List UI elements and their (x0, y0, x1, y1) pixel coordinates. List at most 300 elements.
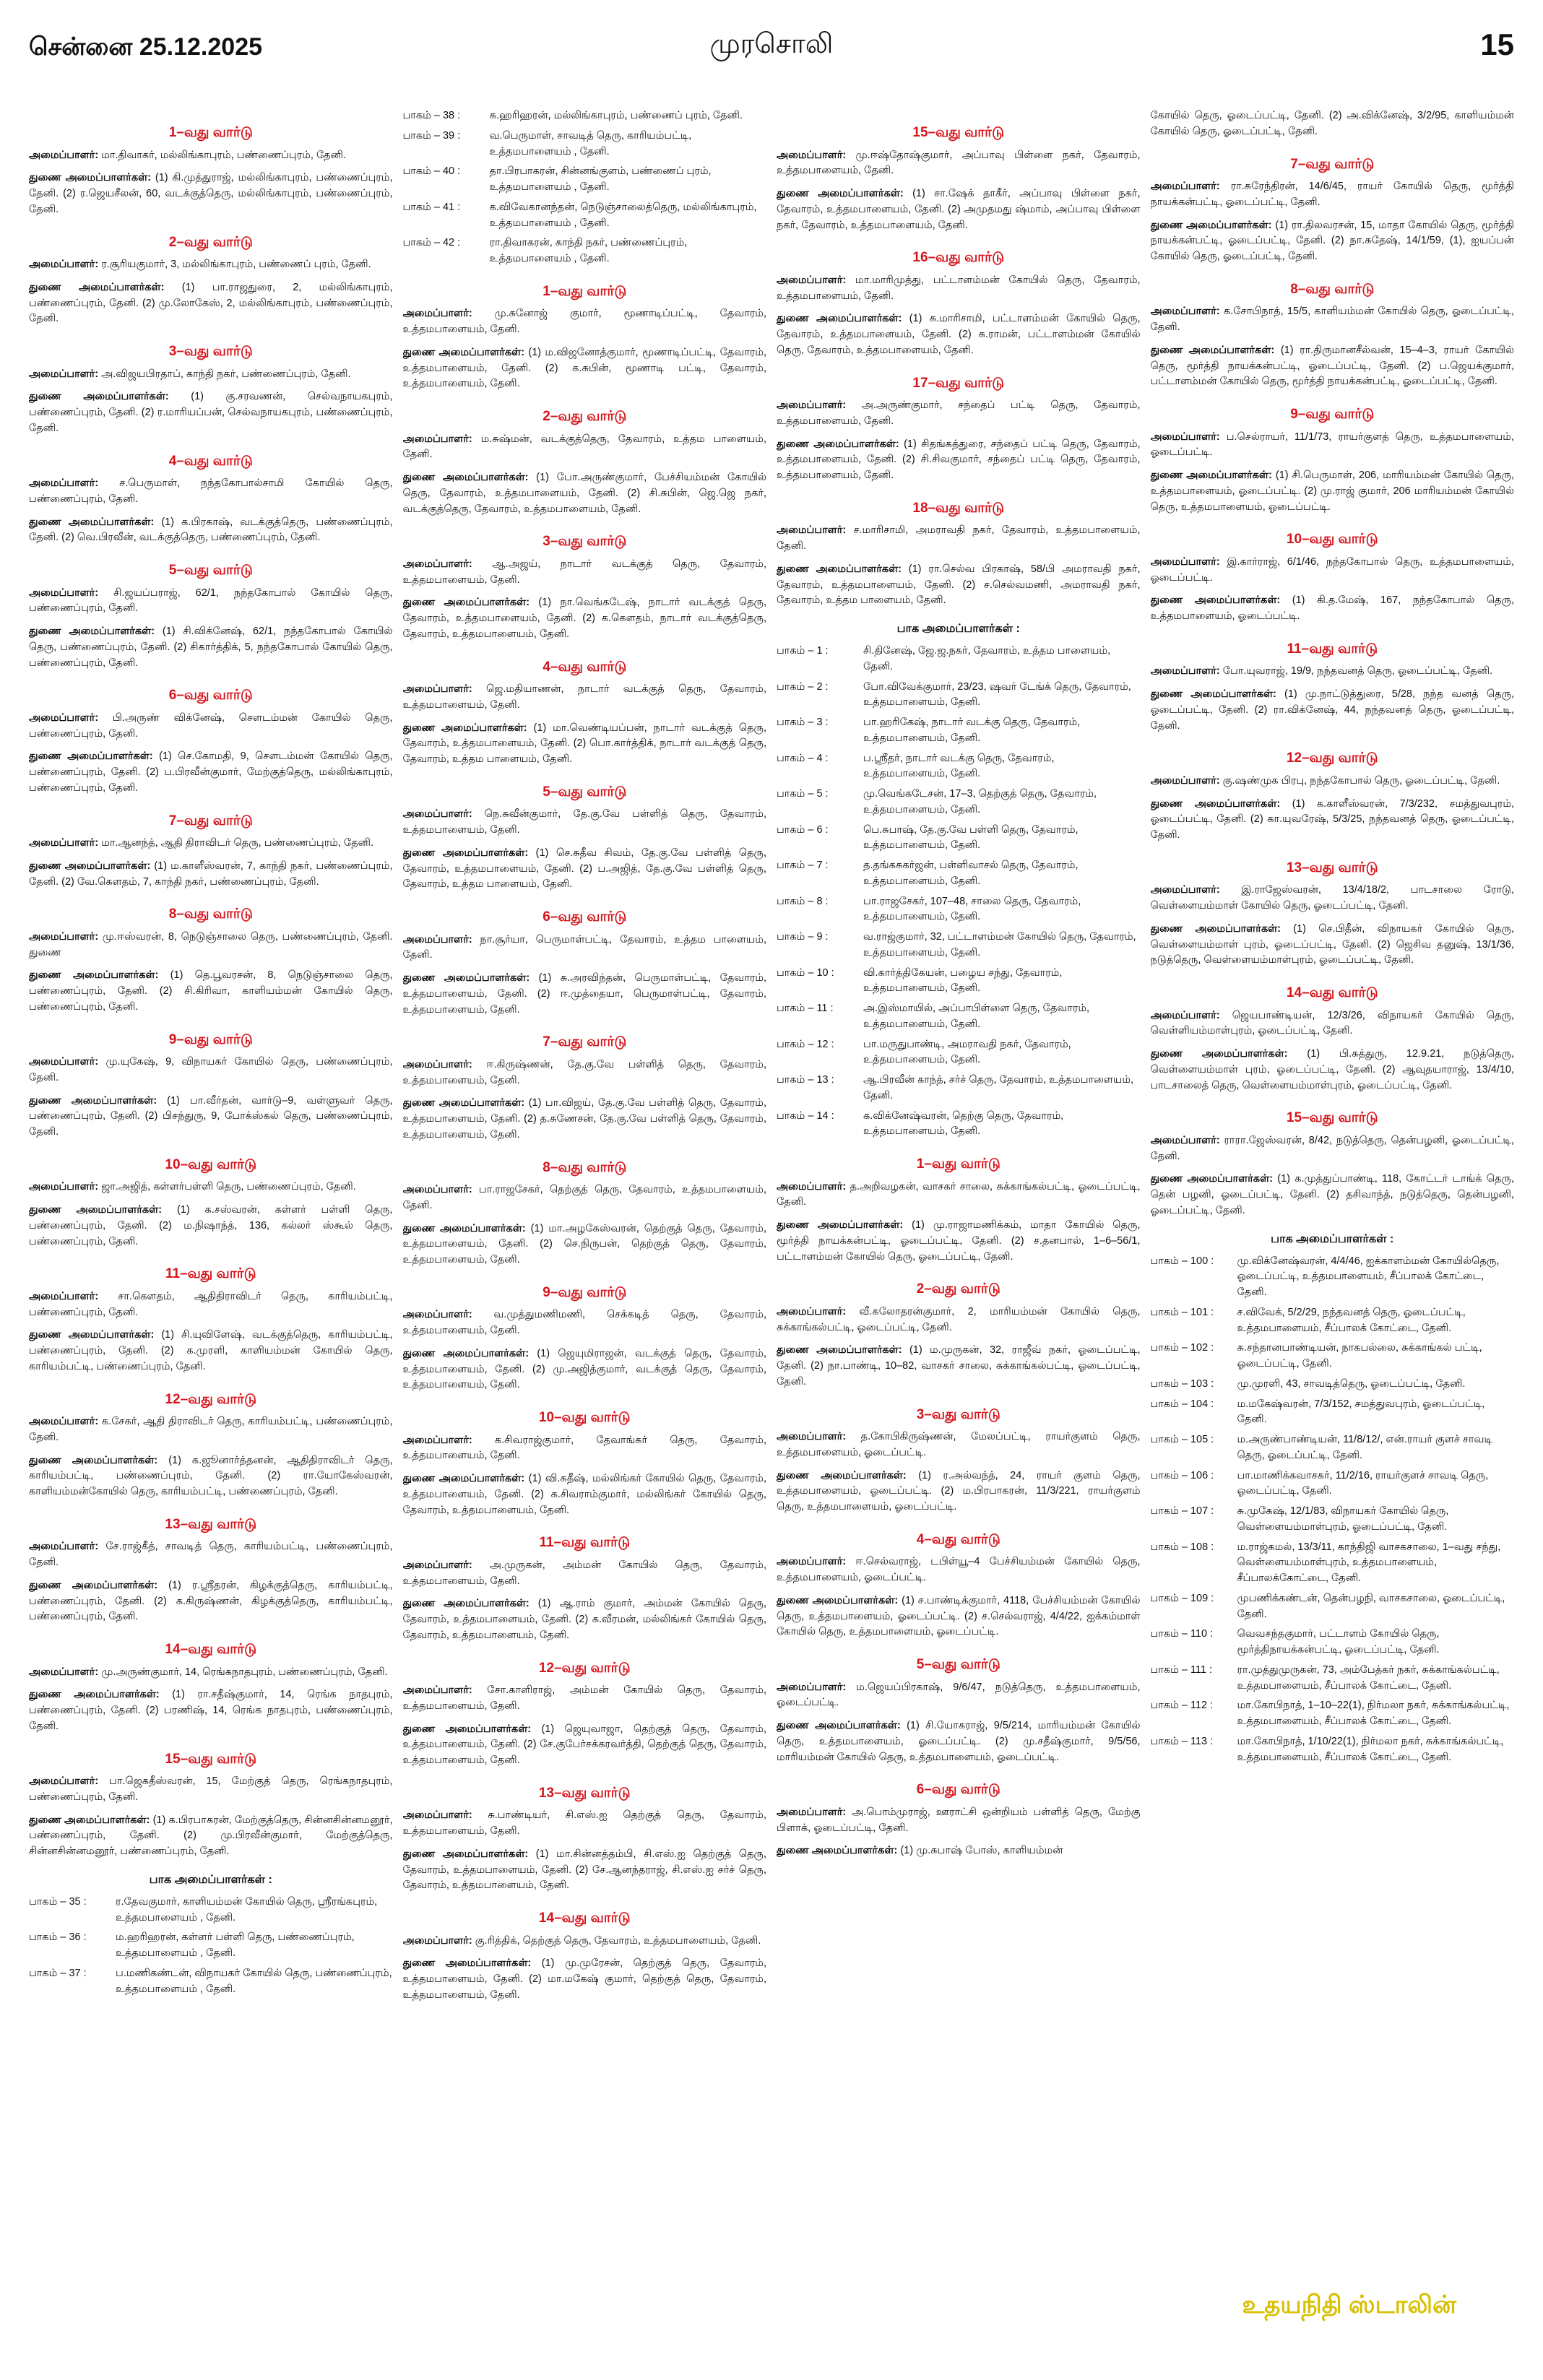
ward-number: 10 (538, 1410, 555, 1425)
organizer-entry (777, 148, 1141, 180)
deputies-entry (29, 749, 393, 796)
deputies-text: (1) ஜெயுமிராஜன், வடக்குத் தெரு, தேவாரம், உத்தமபாளையம், தேனி. (2) மு.அஜித்குமார், வடக்குத் தெரு, தேவாரம், உத்தமபாளையம், தேனி. (402, 1347, 766, 1391)
organizer-label: அமைப்பாளர்: (777, 1556, 847, 1568)
ward-heading (403, 407, 767, 428)
organizer-entry (403, 1558, 767, 1590)
ward-heading (777, 1279, 1141, 1300)
deputies-text: (1) சு.மாரிசாமி, பட்டாளம்மன் கோயில் தெரு, தேவாரம், உத்தமபாளையம், தேனி. (2) சு.ராமன், பட்டாளம்மன் கோயில் தெரு, தேவாரம், உத்தமபாளையம், தேனி. (777, 313, 1141, 356)
deputies-text: (1) மு.நாட்டுத்துரை, 5/28, நந்த வனத் தெரு, ஓடைப்பட்டி, தேனி. (2) ரா.விக்னேஷ், 44, நந்தவனத் தெரு, ஓடைப்பட்டி, தேனி. (1150, 688, 1514, 732)
ward-heading (777, 1154, 1141, 1175)
ward-suffix: –வது வார்டு (176, 1031, 253, 1047)
organizer-text: க.சிவராஜ்குமார், தேவாங்கர் தெரு, தேவாரம், உத்தமபாளையம், தேனி. (402, 1434, 766, 1462)
organizer-entry (1151, 1008, 1515, 1040)
deputies-entry (777, 1468, 1141, 1515)
deputies-text: (1) ரா.செல்வ பிரகாஷ், 58/பி அமராவதி நகர், தேவாரம், உத்தமபாளையம், தேனி. (2) ச.செல்வமணி, அமராவதி நகர், தேவாரம், உத்தம பாளையம், தேனி. (777, 563, 1141, 607)
part-id: பாகம் – 107 : (1150, 1505, 1214, 1517)
part-prefix: பாகம் – (777, 1074, 814, 1086)
part-id: பாகம் – 36 : (29, 1931, 87, 1944)
part-value: ஆ.பிரவீன் காந்த், சர்ச் தெரு, தேவாரம், உத்தமபாளையம், தேனி. (863, 1074, 1134, 1102)
deputies-text: (1) ரா.திலவரசன், 15, மாதா கோயில் தெரு, மூர்த்தி நாயக்கன்பட்டி, ஓடைப்பட்டி, தேனி. (2) நா.சுதேஷ், 14/1/59, (1), ஐயப்பன் கோயில் தெரு, ஓடைப்பட்டி, தேனி. (1150, 219, 1514, 262)
part-number: 109 (1190, 1592, 1209, 1604)
part-id: பாகம் – 106 : (1150, 1469, 1214, 1481)
part-row (1151, 1663, 1515, 1695)
ward-heading (403, 1032, 767, 1053)
organizer-label: அமைப்பாளர்: (402, 1559, 472, 1571)
ward-number: 15 (165, 1751, 181, 1767)
organizer-label: அமைப்பாளர்: (402, 433, 472, 445)
organizer-entry (403, 1307, 767, 1339)
part-prefix: பாகம் – (1150, 1469, 1188, 1481)
ward-heading (403, 1283, 767, 1304)
part-row (777, 1037, 1141, 1069)
organizer-entry (777, 1680, 1141, 1712)
organizer-text: நெ.சுவீன்குமார், தே.கு.வே பள்ளித் தெரு, தேவாரம், உத்தமபாளையம், தேனி. (402, 808, 766, 836)
part-id: பாகம் – 5 : (777, 788, 829, 800)
ward-number: 13 (1286, 860, 1302, 875)
part-prefix: பாகம் – (1150, 1700, 1188, 1712)
ward-suffix: –வது வார்டு (550, 1159, 627, 1175)
deputies-label: துணை அமைப்பாளர்கள்: (29, 281, 165, 293)
deputies-text: (1) பி.சுத்துரு, 12.9.21, நடுத்தெரு, வெள்ளையம்மாள் புரம், ஓடைப்பட்டி, தேனி. (2) ஆவுதயாராஜ், 13/4/10, பாடசாலைத் தெரு, வெள்ளையம்மாள்புரம், ஓடைப்பட்டி, தேனி. (1150, 1048, 1514, 1091)
organizer-entry (1151, 774, 1515, 789)
part-id: பாகம் – 100 : (1150, 1255, 1214, 1267)
part-number: 14 (816, 1109, 829, 1122)
ward-suffix: –வது வார்டு (924, 1657, 1000, 1672)
part-value: ர.தேவகுமார், காளியம்மன் கோயில் தெரு, ஸ்ரீரங்கபுரம், உத்தமபாளையம் , தேனி. (116, 1895, 378, 1924)
ward-number: 12 (1286, 750, 1302, 766)
ward-heading (403, 907, 767, 928)
ward-number: 1 (168, 125, 177, 140)
organizer-label: அமைப்பாளர்: (1150, 665, 1220, 678)
part-id: பாகம் – 4 : (777, 752, 829, 764)
deputies-text: (1) வி.சுதீஷ், மல்லிங்கர் கோயில் தெரு, தேவாரம், உத்தமபாளையம், தேனி. (2) க.சிவராம்குமார், மல்லிங்கர் கோயில் தெரு, தேவாரம், உத்தமபாளையம், தேனி. (402, 1473, 766, 1516)
part-value: மு.வெங்கடேசன், 17–3, தெற்குத் தெரு, தேவாரம், உத்தமபாளையம், தேனி. (863, 788, 1097, 815)
organizer-label: அமைப்பாளர்: (777, 274, 847, 286)
organizer-text: ஜெ.மதியாணன், நாடார் வடக்குத் தெரு, தேவாரம், உத்தமபாளையம், தேனி. (402, 683, 766, 711)
part-prefix: பாகம் – (777, 823, 814, 836)
deputies-entry (1151, 1047, 1515, 1094)
organizer-label: அமைப்பாளர்: (777, 1180, 847, 1193)
deputies-entry (29, 389, 393, 436)
deputies-entry (777, 311, 1141, 358)
part-id: பாகம் – 39 : (402, 129, 461, 142)
organizer-label: அமைப்பாளர்: (1150, 555, 1220, 568)
organizer-text: மு.யுகேஷ், 9, விநாயகர் கோயில் தெரு, பண்ணைப்புரம், தேனி. (29, 1056, 393, 1083)
ward-heading (29, 233, 393, 254)
organizer-text: சி.ஜயப்பராஜ், 62/1, நந்தகோபால் கோயில் தெரு, பண்ணைப்புரம், தேனி. (29, 587, 393, 615)
deputies-text: (1) ச.பாண்டிக்குமார், 4118, பேச்சியம்மன் கோயில் தெரு, உத்தமபாளையம், ஓடைப்பட்டி. (2) ச.செல்வராஜ், 4/4/22, ஐக்கம்மாள் கோயில் தெரு, உத்தமபாளையம், ஓடைப்பட்டி. (777, 1594, 1141, 1638)
ward-suffix: –வது வார்டு (176, 906, 253, 922)
organizer-entry (1151, 883, 1515, 914)
part-number: 12 (816, 1038, 829, 1050)
deputies-text: (1) ம.முருகன், 32, ராஜீவ் நகர், ஓடைப்பட்டி, தேனி. (2) நா.பாண்டி, 10–82, வாசகர் சாலை, சுக்காங்கல்பட்டி, ஓடைப்பட்டி, தேனி. (777, 1344, 1141, 1388)
part-row (777, 1109, 1141, 1141)
ward-heading (1151, 983, 1515, 1004)
deputies-label: துணை அமைப்பாளர்கள்: (29, 1329, 155, 1341)
part-value: வ.பெருமாள், சாவடித் தெரு, காரியம்பட்டி, உத்தமபாளையம் , தேனி. (489, 129, 692, 157)
part-prefix: பாகம் – (402, 110, 440, 121)
part-id: பாகம் – 104 : (1150, 1398, 1214, 1410)
ward-number: 6 (168, 688, 177, 704)
deputies-label: துணை அமைப்பாளர்கள்: (777, 1469, 907, 1481)
deputies-entry (1151, 468, 1515, 515)
column-1 (29, 108, 393, 2355)
ward-suffix: –வது வார்டு (550, 1284, 627, 1300)
part-row (1151, 1341, 1515, 1372)
deputies-entry (403, 345, 767, 392)
ward-suffix: –வது வார்டு (1297, 281, 1375, 297)
deputies-entry (1151, 687, 1515, 734)
part-value: ப.மணிகண்டன், விநாயகர் கோயில் தெரு, பண்ணைப்புரம், உத்தமபாளையம் , தேனி. (116, 1967, 392, 1995)
organizer-text: நா.சூர்யா, பெருமாள்பட்டி, தேவாரம், உத்தம பாளையம், தேனி. (402, 933, 766, 961)
deputies-text: (1) செ.சுதீவ சிவம், தே.கு.வே பள்ளித் தெரு, தேவாரம், உத்தமபாளையம், தேனி. (2) ப.அஜித், தே.கு.வே பள்ளித் தெரு, தேவாரம், உத்தம பாளையம், தேனி. (402, 847, 766, 891)
part-id: பாகம் – 105 : (1150, 1434, 1214, 1445)
column-3 (777, 108, 1141, 2355)
part-row (403, 164, 767, 196)
part-row (777, 894, 1141, 926)
deputies-text: (1) சு.அரவிந்தன், பெருமாள்பட்டி, தேவாரம், உத்தமபாளையம், தேனி. (2) ஈ.முத்தையா, பெருமாள்பட்டி, தேவாரம், உத்தமபாளையம், தேனி. (402, 972, 766, 1016)
ward-number: 14 (538, 1911, 555, 1926)
organizer-entry (29, 930, 393, 961)
deputies-label: துணை அமைப்பாளர்கள்: (29, 516, 155, 528)
part-prefix: பாகம் – (1150, 1663, 1188, 1676)
ward-heading (403, 1908, 767, 1929)
part-row (777, 966, 1141, 998)
part-row (1151, 1591, 1515, 1623)
organizer-label: அமைப்பாளர்: (29, 711, 99, 724)
part-number: 40 (442, 165, 455, 178)
part-number: 108 (1190, 1541, 1209, 1553)
part-number: 37 (69, 1967, 81, 1979)
deputies-entry (777, 186, 1141, 233)
ward-number: 2 (543, 409, 550, 424)
ward-suffix: –வது வார்டு (180, 1266, 256, 1282)
part-number: 39 (442, 129, 455, 142)
deputies-label: துணை அமைப்பாளர்கள்: (29, 1579, 158, 1591)
part-id: பாகம் – 11 : (777, 1003, 834, 1014)
deputies-entry (403, 1722, 767, 1769)
deputies-text: (1) மா.வெண்டியப்பன், நாடார் வடக்குத் தெரு, தேவாரம், உத்தமபாளையம், தேனி. (2) பொ.கார்த்திக், நாடார் வடக்குத் தெரு, தேவாரம், உத்தம பாளையம், தேனி. (402, 722, 766, 765)
organizer-entry (29, 1539, 393, 1571)
part-number: 2 (816, 680, 823, 693)
organizer-text: வ.முத்துமணிமணி, செக்கடித் தெரு, தேவாரம், உத்தமபாளையம், தேனி. (402, 1309, 766, 1336)
deputies-label: துணை அமைப்பாளர்கள்: (1150, 688, 1276, 700)
organizer-label: அமைப்பாளர்: (29, 1541, 99, 1553)
deputies-entry (403, 721, 767, 768)
ward-suffix: –வது வார்டு (924, 1281, 1000, 1297)
deputies-entry (777, 562, 1141, 609)
ward-heading (777, 1405, 1141, 1426)
organizer-label: அமைப்பாளர்: (402, 308, 472, 320)
deputies-label: துணை அமைப்பாளர்கள்: (29, 750, 153, 763)
ward-suffix: –வது வார்டு (176, 125, 253, 140)
deputies-label: துணை அமைப்பாளர்கள்: (402, 346, 525, 358)
deputies-text: (1) பா.ராஜதுரை, 2, மல்லிங்காபுரம், பண்ணைப்புரம், தேனி. (2) மு.லோகேஸ், 2, மல்லிங்காபுரம், பண்ணைப்புரம், தேனி. (29, 281, 393, 325)
organizer-text: மு.ஈஷ்தோஷ்குமார், அப்பாவு பிள்ளை நகர், தேவாரம், உத்தமபாளையம், தேனி. (777, 149, 1141, 177)
ward-suffix: –வது வார்டு (554, 1660, 631, 1676)
ward-number: 5 (543, 784, 550, 800)
deputies-text: (1) ஜெயுவாஜா, தெற்குத் தெரு, தேவாரம், உத்தமபாளையம், தேனி. (2) சே.குபேர்சக்கரவர்த்தி, தெற்குத் தெரு, தேவாரம், உத்தமபாளையம், தேனி. (402, 1723, 766, 1766)
part-prefix: பாகம் – (1150, 1541, 1188, 1553)
organizer-label: அமைப்பாளர்: (29, 1775, 99, 1787)
ward-heading (777, 1530, 1141, 1551)
part-prefix: பாகம் – (777, 680, 814, 693)
article-columns (29, 108, 1514, 2355)
part-number: 35 (69, 1895, 81, 1908)
organizer-label: அமைப்பாளர்: (1150, 181, 1220, 192)
ward-heading (29, 561, 393, 581)
part-value: போ.விவேக்குமார், 23/23, ஷவர் டேங்க் தெரு, தேவாரம், உத்தமபாளையம், தேனி. (863, 680, 1131, 709)
part-value: மா.கோபிநாத், 1–10–22(1), நிர்மலா நகர், சுக்காங்கல்பட்டி, உத்தமபாளையம், சீப்பாலக் கோட்டை, தேனி. (1237, 1700, 1510, 1727)
organizer-label: அமைப்பாளர்: (1150, 1009, 1220, 1021)
part-row (777, 787, 1141, 818)
organizer-entry (403, 1808, 767, 1840)
deputies-label: துணை அமைப்பாளர்கள்: (777, 1845, 898, 1857)
organizer-label: அமைப்பாளர்: (402, 558, 472, 570)
deputies-label: துணை அமைப்பாளர்கள்: (402, 1598, 530, 1610)
part-number: 8 (816, 895, 823, 907)
part-id: பாகம் – 2 : (777, 680, 829, 693)
organizer-entry (29, 1289, 393, 1321)
part-value: அ.இஸ்மாயில், அப்பாபிள்ளை தெரு, தேவாரம், உத்தமபாளையம், தேனி. (863, 1003, 1090, 1030)
organizer-text: க.சேகர், ஆதி திராவிடர் தெரு, காரியம்பட்டி, பண்ணைப்புரம், தேனி. (29, 1416, 393, 1443)
deputies-entry (29, 1203, 393, 1250)
part-prefix: பாகம் – (777, 966, 814, 979)
ward-heading (1151, 639, 1515, 660)
part-value: சு.சந்தானபாண்டியன், நாகபல்லை, சுக்காங்கல் பட்டி, ஓடைப்பட்டி, தேனி. (1237, 1342, 1482, 1369)
organizer-entry (29, 1055, 393, 1086)
ward-number: 9 (168, 1031, 177, 1047)
ward-number: 13 (165, 1516, 181, 1532)
ward-heading (29, 342, 393, 363)
organizer-entry (403, 1683, 767, 1715)
part-prefix: பாகம் – (1150, 1592, 1188, 1604)
part-number: 106 (1190, 1469, 1209, 1481)
part-prefix: பாகம் – (777, 752, 814, 764)
part-value: ரா.திவாகரன், காந்தி நகர், பண்ணைப்புரம், உத்தமபாளையம் , தேனி. (489, 237, 688, 264)
deputies-text: (1) மா.அழகேஸ்வரன், தெற்குத் தெரு, தேவாரம், உத்தமபாளையம், தேனி. (2) செ.நிருபன், தெற்குத் தெரு, தேவாரம், உத்தமபாளையம், தேனி. (402, 1222, 766, 1265)
ward-heading (29, 1640, 393, 1661)
organizer-entry (777, 523, 1141, 555)
deputies-text: (1) செ.கோமதி, 9, சௌடம்மன் கோயில் தெரு, பண்ணைப்புரம், தேனி. (2) ப.பிரவீன்குமார், மேற்குத்தெரு, மல்லிங்காபுரம், பண்ணைப்புரம், தேனி. (29, 750, 393, 794)
part-row (1151, 1468, 1515, 1500)
ward-heading (403, 1158, 767, 1179)
ward-heading (403, 532, 767, 553)
ward-number: 13 (538, 1785, 555, 1801)
part-id: பாகம் – 35 : (29, 1895, 87, 1908)
organizer-label: அமைப்பாளர்: (402, 1684, 472, 1696)
organizer-entry (777, 1429, 1141, 1461)
deputies-text: (1) கி.முத்துராஜ், மல்லிங்காபுரம், பண்ணைப்புரம், தேனி. (2) ர.ஜெயசீலன், 60, வடக்குத்தெரு, மல்லிங்காபுரம், பண்ணைப்புரம், தேனி. (29, 172, 393, 215)
deputies-text: (1) ம.காளீஸ்வரன், 7, காந்தி நகர், பண்ணைப்புரம், தேனி. (2) வே.கௌதம், 7, காந்தி நகர், பண்ணைப்புரம், தேனி. (29, 860, 393, 888)
ward-heading (1151, 155, 1515, 176)
part-id: பாகம் – 111 : (1150, 1663, 1213, 1676)
organizer-entry (29, 1414, 393, 1446)
organizer-label: அமைப்பாளர்: (1150, 1134, 1220, 1146)
organizer-entry (29, 1774, 393, 1806)
deputies-text: (1) நா.வெங்கடேஷ், நாடார் வடக்குத் தெரு, தேவாரம், உத்தமபாளையம், தேனி. (2) க.கௌதம், நாடார் வடக்குத்தெரு, தேவாரம், உத்தமபாளையம், தேனி. (402, 597, 766, 640)
part-number: 113 (1190, 1735, 1208, 1747)
part-row (1151, 1504, 1515, 1536)
deputies-text: (1) சி.யோகராஜ், 9/5/214, மாரியம்மன் கோயில் தெரு, உத்தமபாளையம், ஓடைப்பட்டி. (2) மு.சதீஷ்குமார், 9/5/56, மாரியம்மன் கோயில் தெரு, உத்தமபாளையம், ஓடைப்பட்டி. (777, 1720, 1141, 1763)
deputies-label: துணை அமைப்பாளர்கள்: (29, 626, 155, 637)
part-row (1151, 1397, 1515, 1429)
ward-suffix: –வது வார்டு (924, 1406, 1000, 1422)
ward-heading (29, 1264, 393, 1285)
ward-suffix: –வது வார்டு (1302, 860, 1378, 875)
deputies-label: துணை அமைப்பாளர்கள்: (1150, 594, 1281, 607)
ward-suffix: –வது வார்டு (180, 1751, 257, 1767)
part-row (1151, 1254, 1515, 1301)
deputies-label: துணை அமைப்பாளர்கள்: (1150, 1048, 1288, 1060)
ward-number: 6 (916, 1782, 925, 1798)
organizer-text: ராரா.ஜேஸ்வரன், 8/42, நடுத்தெரு, தென்பழனி, ஓடைப்பட்டி, தேனி. (1150, 1134, 1514, 1162)
deputies-label: துணை அமைப்பாளர்கள்: (29, 172, 152, 184)
part-number: 38 (442, 110, 455, 121)
organizer-entry (777, 1805, 1141, 1837)
ward-heading (29, 1749, 393, 1770)
ward-heading (403, 657, 767, 678)
deputies-text: (1) க.முத்துப்பாண்டி, 118, கோட்டர் டாங்க் தெரு, தென் பழனி, ஓடைப்பட்டி, தேனி. (2) தசிவாந்த், நடுத்தெரு, தென்பழனி, ஓடைப்பட்டி, தேனி. (1150, 1173, 1514, 1216)
part-value: மு.முரளி, 43, சாவடித்தெரு, ஓடைப்பட்டி, தேனி. (1237, 1377, 1466, 1390)
ward-suffix: –வது வார்டு (176, 344, 253, 359)
ward-heading (777, 248, 1141, 269)
ward-suffix: –வது வார்டு (550, 534, 627, 550)
organizer-text: ம.சுஷ்மன், வடக்குத்தெரு, தேவாரம், உத்தம பாளையம், தேனி. (402, 433, 766, 461)
organizer-text: பா.ராஜசேகர், தெற்குத் தெரு, தேவாரம், உத்தமபாளையம், தேனி. (402, 1184, 766, 1211)
deputies-text: (1) போ.அருண்குமார், பேச்சியம்மன் கோயில் தெரு, தேவாரம், உத்தமபாளையம், தேனி. (2) சி.சுபின், ஜெ.ஜெ நகர், வடக்குத்தெரு, தேவாரம், உத்தமபாளையம், தேனி. (402, 472, 766, 515)
deputies-text: (1) பா.விஜய், தே.கு.வே பள்ளித் தெரு, தேவாரம், உத்தமபாளையம், தேனி. (2) த.சுணேசன், தே.கு.வே பள்ளித் தெரு, தேவாரம், உத்தமபாளையம், தேனி. (402, 1097, 766, 1141)
organizer-entry (1151, 1133, 1515, 1165)
ward-heading (29, 123, 393, 144)
part-value: பெ.சுபாஷ், தே.கு.வே பள்ளி தெரு, தேவாரம், உத்தமபாளையம், தேனி. (863, 823, 1079, 852)
organizer-text: அ.முருகன், அம்மன் கோயில் தெரு, தேவாரம், உத்தமபாளையம், தேனி. (402, 1559, 766, 1587)
deputies-label: துணை அமைப்பாளர்கள்: (29, 1204, 163, 1216)
part-prefix: பாகம் – (777, 931, 814, 943)
organizer-label: அமைப்பாளர்: (402, 933, 472, 945)
organizer-label: அமைப்பாளர்: (1150, 306, 1220, 318)
part-prefix: பாகம் – (1150, 1735, 1188, 1747)
ward-suffix: –வது வார்டு (924, 1531, 1000, 1547)
ward-suffix: –வது வார்டு (553, 1535, 631, 1551)
part-value: பா.ராஜசேகர், 107–48, சாலை தெரு, தேவாரம், உத்தமபாளையம், தேனி. (863, 895, 1081, 923)
part-id: பாகம் – 40 : (402, 165, 461, 178)
part-number: 3 (816, 717, 823, 728)
part-value: வி.கார்த்திகேயன், பழைய சந்து, தேவாரம், உத்தமபாளையம், தேனி. (863, 966, 1063, 995)
organizer-text: அ.பொம்முராஜ், ஊராட்சி ஒன்றியம் பள்ளித் தெரு, மேற்கு பிளாக், ஓடைப்பட்டி, தேனி. (777, 1806, 1141, 1834)
ward-suffix: –வது வார்டு (176, 453, 253, 469)
part-row (403, 200, 767, 232)
organizer-text: த.அறிவழகன், வாசகர் சாலை, சுக்காங்கல்பட்டி, ஓடைப்பட்டி, தேனி. (777, 1180, 1141, 1208)
ward-number: 12 (165, 1391, 181, 1407)
organizer-entry (403, 807, 767, 839)
part-value: ம.ராஜ்கமல், 13/3/11, காந்திஜி வாசகசாலை, 1–வது சந்து, வெள்ளையம்மாள்புரம், உத்தமபாளையம், சீப்பாலக்கோட்டை, தேனி. (1237, 1541, 1501, 1584)
organizer-text: ஜெயபாண்டியன், 12/3/26, விநாயகர் கோயில் தெரு, வெள்ளியம்மாள்புரம், ஓடைப்பட்டி, தேனி. (1150, 1009, 1514, 1037)
ward-number: 17 (912, 375, 928, 391)
part-value: மா.கோபிநாத், 1/10/22(1), நிர்மலா நகர், சுக்காங்கல்பட்டி, உத்தமபாளையம், சீப்பாலக் கோட்டை, தேனி. (1237, 1735, 1504, 1763)
organizer-label: அமைப்பாளர்: (29, 149, 99, 161)
ward-suffix: –வது வார்டு (554, 1410, 631, 1425)
deputies-entry (1151, 1172, 1515, 1219)
part-number: 111 (1190, 1663, 1206, 1676)
part-value: பா.ஹரிகேஷ், நாடார் வடக்கு தெரு, தேவாரம், உத்தமபாளையம், தேனி. (863, 717, 1081, 744)
organizer-text: பா.ஜெகதீஸ்வரன், 15, மேற்குத் தெரு, ரெங்கநாதபுரம், பண்ணைப்புரம், தேனி. (29, 1775, 393, 1803)
ward-suffix: –வது வார்டு (1302, 750, 1378, 766)
ward-number: 5 (168, 563, 177, 578)
part-prefix: பாகம் – (777, 860, 814, 871)
part-id: பாகம் – 108 : (1150, 1541, 1214, 1553)
organizer-entry (29, 367, 393, 383)
deputies-label: துணை அமைப்பாளர்கள்: (777, 1219, 904, 1231)
ward-number: 10 (1286, 532, 1302, 548)
part-number: 9 (816, 931, 823, 943)
deputies-entry (403, 595, 767, 642)
part-prefix: பாகம் – (29, 1967, 66, 1979)
ward-heading (29, 1515, 393, 1536)
organizer-label: அமைப்பாளர்: (29, 587, 99, 599)
part-number: 13 (816, 1074, 829, 1086)
organizer-label: அமைப்பாளர்: (29, 1290, 99, 1302)
deputies-text: (1) சி.விக்னேஷ், 62/1, நந்தகோபால் கோயில் தெரு, பண்ணைப்புரம், தேனி. (2) சிகார்த்திக், 5, நந்தகோபால் கோயில் தெரு, பண்ணைப்புரம், தேனி. (29, 626, 393, 669)
organizer-text: மா.மாரிமுத்து, பட்டாளம்மன் கோயில் தெரு, தேவாரம், உத்தமபாளையம், தேனி. (777, 274, 1141, 302)
deputies-text: (1) சா.ஷேக் தாகீர், அப்பாவு பிள்ளை நகர், தேவாரம், உத்தமபாளையம், தேனி. (2) அமுதமது ஷ்மாம், அப்பாவு பிள்ளை நகர், தேவாரம், உத்தமபாளையம், தேனி. (777, 188, 1141, 231)
part-prefix: பாகம் – (1150, 1434, 1188, 1445)
organizer-entry (1151, 664, 1515, 680)
part-id: பாகம் – 103 : (1150, 1377, 1214, 1390)
organizer-text: பி.அருண் விக்னேஷ், சௌடம்மன் கோயில் தெரு, பண்ணைப்புரம், தேனி. (29, 711, 393, 740)
ward-heading (1151, 748, 1515, 769)
deputies-entry (29, 1328, 393, 1375)
part-row (777, 751, 1141, 783)
deputies-entry (403, 971, 767, 1018)
part-prefix: பாகம் – (402, 237, 440, 249)
part-id: பாகம் – 41 : (402, 201, 461, 213)
ward-heading (403, 782, 767, 803)
ward-number: 16 (912, 250, 928, 266)
ward-number: 6 (543, 909, 550, 925)
deputies-text: (1) மு.சுபாஷ் போஸ், காளியம்மன் (900, 1845, 1063, 1857)
organizer-entry (1151, 555, 1515, 587)
deputies-text: (1) சி.யுவிளேஷ், வடக்குத்தெரு, காரியம்பட்டி, பண்ணைப்புரம், தேனி. (2) க.முரளி, காளியம்மன் கோயில் தெரு, காரியம்பட்டி, பண்ணைப்புரம், தேனி. (29, 1329, 393, 1372)
part-value: த.தங்கசுகர்ஜன், பள்ளிவாசல் தெரு, தேவாரம், உத்தமபாளையம், தேனி. (863, 860, 1079, 887)
column-4 (1151, 108, 1515, 2355)
part-id: பாகம் – 113 : (1150, 1735, 1214, 1747)
part-id: பாகம் – 12 : (777, 1038, 834, 1050)
part-row (29, 1895, 393, 1926)
organizer-entry (403, 306, 767, 338)
organizer-label: அமைப்பாளர்: (402, 1309, 472, 1321)
ward-heading (403, 1533, 767, 1554)
parts-heading: பாக அமைப்பாளர்கள் : (896, 623, 1020, 635)
organizer-text: அ.அருண்குமார், சந்தைப் பட்டி தெரு, தேவாரம், உத்தமபாளையம், தேனி. (777, 399, 1141, 427)
organizer-text: சு.பாண்டியர், சி.எஸ்.ஐ தெற்குத் தெரு, தேவாரம், உத்தமபாளையம், தேனி. (402, 1809, 766, 1837)
part-row (403, 235, 767, 267)
part-value: க.விக்னேஷ்வரன், தெற்கு தெரு, தேவாரம், உத்தமபாளையம், தேனி. (863, 1109, 1064, 1138)
ward-number: 3 (916, 1406, 925, 1422)
part-id: பாகம் – 101 : (1150, 1306, 1214, 1318)
ward-number: 10 (165, 1156, 181, 1172)
part-row (777, 644, 1141, 675)
deputies-label: துணை அமைப்பாளர்கள்: (29, 391, 169, 403)
deputies-label: துணை அமைப்பாளர்கள்: (29, 860, 151, 872)
part-value: ப.ஸ்ரீதர், நாடார் வடக்கு தெரு, தேவாரம், உத்தமபாளையம், தேனி. (863, 752, 1055, 780)
ward-suffix: –வது வார்டு (176, 813, 253, 828)
ward-heading (1151, 529, 1515, 550)
organizer-label: அமைப்பாளர்: (1150, 884, 1220, 896)
deputies-entry (29, 1687, 393, 1734)
deputies-entry (403, 846, 767, 893)
ward-suffix: –வது வார்டு (1302, 532, 1378, 548)
